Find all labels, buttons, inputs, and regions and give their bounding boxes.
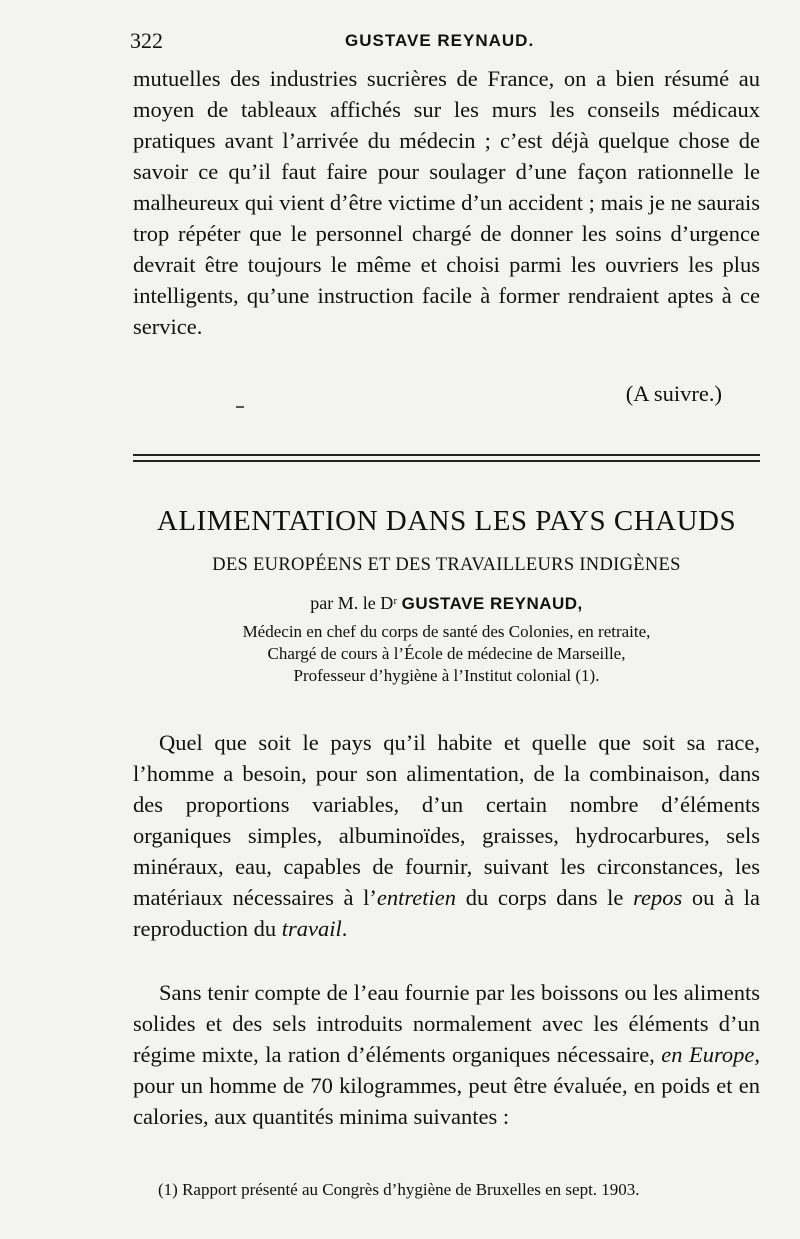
article-paragraph-2 — [133, 977, 760, 1132]
text-run: , pour un homme de 70 kilogrammes, peut être évaluée, en poids et en calories, aux quantités minima suivantes : — [133, 1042, 760, 1129]
running-title: GUSTAVE REYNAUD. — [345, 31, 535, 50]
running-head — [130, 28, 760, 58]
article-title: ALIMENTATION DANS LES PAYS CHAUDS — [156, 505, 737, 537]
paragraph-text — [133, 727, 760, 944]
text-run: . — [341, 916, 348, 941]
footnote: (1) Rapport présenté au Congrès d’hygiène de Bruxelles en sept. 1903. — [158, 1180, 640, 1199]
article-subtitle: DES EUROPÉENS ET DES TRAVAILLEURS INDIGÈNES — [212, 555, 681, 575]
italic-run: travail — [281, 916, 342, 941]
affiliation-line: Professeur d’hygiène à l’Institut colonial (1). — [293, 666, 600, 685]
author-name: GUSTAVE REYNAUD, — [401, 594, 583, 613]
italic-run: repos — [633, 885, 683, 910]
continuation-paragraph — [133, 63, 760, 342]
italic-run: entretien — [376, 885, 457, 910]
section-rule-bottom — [133, 460, 760, 462]
article-paragraph-1 — [133, 727, 760, 944]
byline — [133, 593, 760, 614]
text-run: Quel que soit le pays qu’il habite et quelle que soit sa race, l’homme a besoin, pour son alimentation, de la combinaison, dans des proportions variables, d’un certain nombre d’éléments organiques simples, albuminoïdes, graisses, hydrocarbures, sels minéraux, eau, capables de fournir, suivant les circonstances, les matériaux nécessaires à l’ — [133, 730, 760, 910]
text-run: ou à la reproduction du — [133, 885, 760, 941]
text-run: du corps dans le — [456, 885, 634, 910]
continuation-text: mutuelles des industries sucrières de France, on a bien résumé au moyen de tableaux affichés sur les murs les conseils médicaux pratiques avant l’arrivée du médecin ; c’est déjà quelque chose de savoir ce qu’il faut faire pour soulager d’une façon rationnelle le malheureux qui vient d’être victime d’un accident ; mais je ne saurais trop répéter que le personnel chargé de donner les soins d’urgence devrait être toujours le même et choisi parmi les ouvriers les plus intelligents, qu’une instruction facile à former rendraient aptes à ce service. — [133, 66, 760, 339]
section-rule-top — [133, 454, 760, 456]
paragraph-text — [133, 977, 760, 1132]
italic-run: en Europe — [661, 1042, 755, 1067]
byline-prefix: par M. le Dʳ — [310, 593, 398, 613]
to-be-continued-note: (A suivre.) — [625, 381, 722, 406]
page-number: 322 — [130, 28, 163, 53]
margin-mark — [236, 406, 244, 408]
affiliation-line: Médecin en chef du corps de santé des Colonies, en retraite, — [242, 622, 651, 641]
affiliation-line: Chargé de cours à l’École de médecine de Marseille, — [267, 644, 626, 663]
text-run: Sans tenir compte de l’eau fournie par les boissons ou les aliments solides et des sels introduits normalement avec les éléments d’un régime mixte, la ration d’éléments organiques nécessaire, — [133, 980, 760, 1067]
